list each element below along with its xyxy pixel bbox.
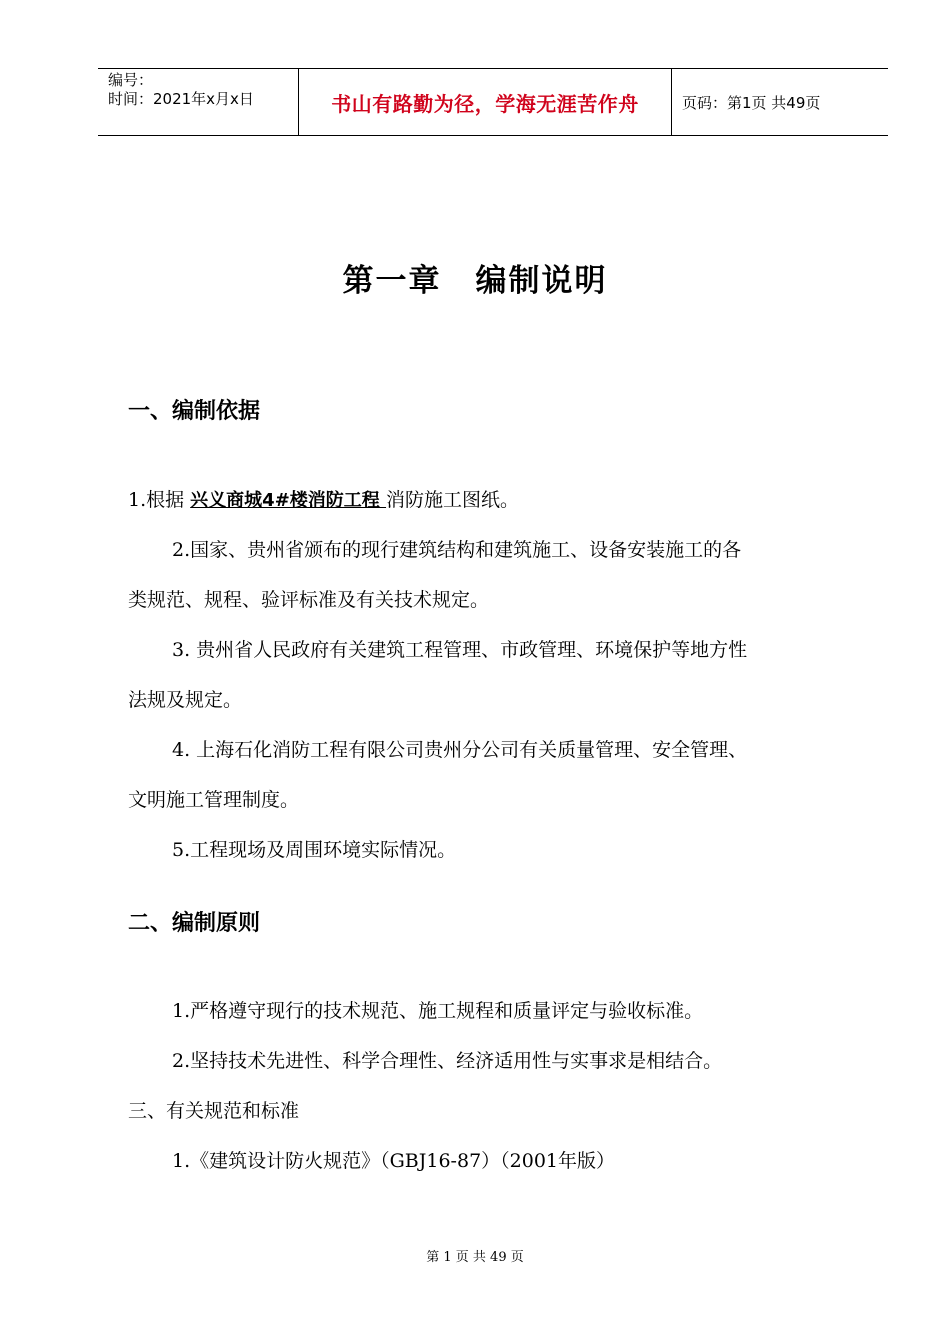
chapter-name: 编制说明 <box>475 263 608 299</box>
basis-item-4-line-2: 文明施工管理制度。 <box>128 789 300 811</box>
basis-item-1 <box>128 475 519 526</box>
basis-item-1-suffix: 消防施工图纸。 <box>386 489 520 511</box>
principle-item-2: 2.坚持技术先进性、科学合理性、经济适用性与实事求是相结合。 <box>172 1050 723 1072</box>
basis-item-5: 5.工程现场及周围环境实际情况。 <box>172 839 457 861</box>
basis-item-3-line-1: 3. 贵州省人民政府有关建筑工程管理、市政管理、环境保护等地方性 <box>172 639 748 661</box>
chapter-title <box>0 255 950 300</box>
serial-label: 编号： <box>108 71 154 89</box>
standard-item-1: 1.《建筑设计防火规范》（GBJ16-87）（2001年版） <box>172 1150 616 1172</box>
time-label: 时间：2021年x月x日 <box>108 90 254 108</box>
basis-item-3-line-2: 法规及规定。 <box>128 689 243 711</box>
section-heading-1: 一、编制依据 <box>128 399 261 424</box>
header-page-cell <box>672 69 888 135</box>
header-meta-cell <box>98 69 299 135</box>
basis-item-2-line-2: 类规范、规程、验评标准及有关技术规定。 <box>128 589 490 611</box>
basis-item-2-line-1: 2.国家、贵州省颁布的现行建筑结构和建筑施工、设备安装施工的各 <box>172 539 742 561</box>
project-name: 兴义商城4#楼消防工程 <box>190 490 387 511</box>
section-heading-2: 二、编制原则 <box>128 911 261 936</box>
page-footer: 第 1 页 共 49 页 <box>426 1250 524 1265</box>
motto-text: 书山有路勤为径，学海无涯苦作舟 <box>331 91 639 116</box>
header-motto-cell <box>299 69 672 135</box>
header-table <box>98 68 888 136</box>
chapter-number: 第一章 <box>342 263 442 299</box>
section-heading-3: 三、有关规范和标准 <box>128 1100 300 1122</box>
principle-item-1: 1.严格遵守现行的技术规范、施工规程和质量评定与验收标准。 <box>172 1000 704 1022</box>
basis-item-4-line-1: 4. 上海石化消防工程有限公司贵州分公司有关质量管理、安全管理、 <box>172 739 748 761</box>
page-info: 页码：第1页 共49页 <box>682 93 821 112</box>
basis-item-1-prefix: 1.根据 <box>128 489 191 511</box>
